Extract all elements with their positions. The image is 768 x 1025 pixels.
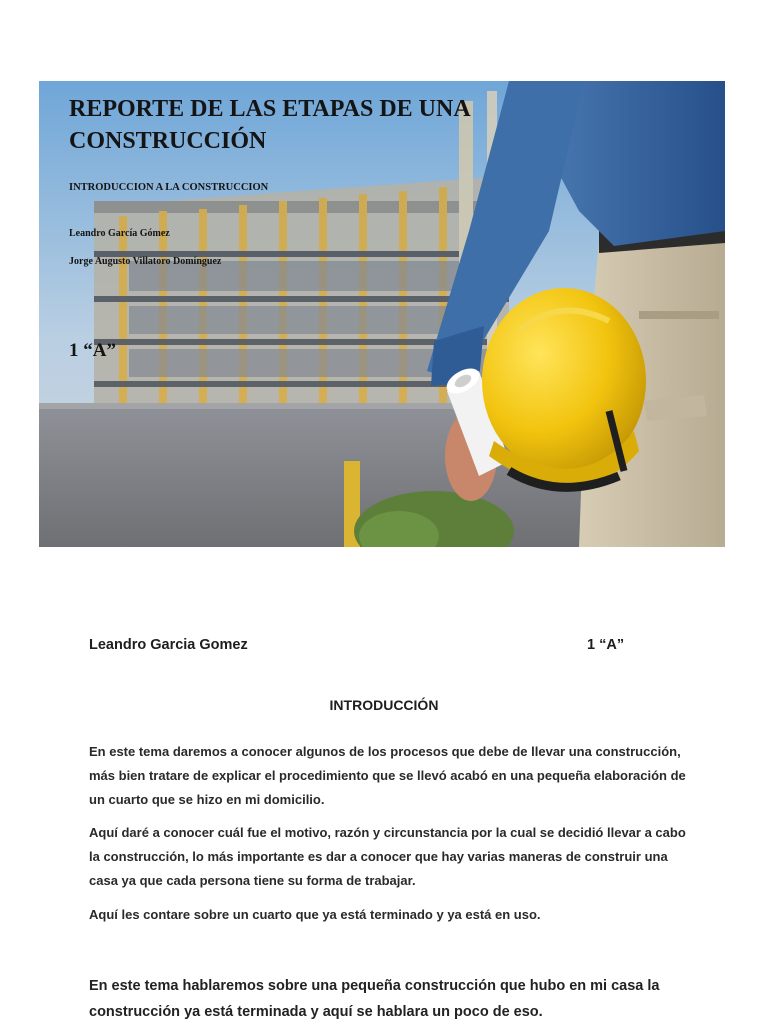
cover-author-1: Leandro García Gómez [69,228,170,239]
cover-subtitle: INTRODUCCION A LA CONSTRUCCION [69,182,269,193]
student-group: 1 “A” [587,637,625,653]
section-heading: INTRODUCCIÓN [329,697,439,713]
cover-author-2: Jorge Augusto Villatoro Domínguez [69,256,222,267]
paragraph-3: Aquí les contare sobre un cuarto que ya está terminado y ya está en uso. [89,907,541,922]
cover-page [39,81,725,547]
student-name: Leandro Garcia Gomez [89,637,248,653]
cover-group: 1 “A” [69,340,116,361]
paragraph-2: Aquí daré a conocer cuál fue el motivo, razón y circunstancia por la cual se decidió llevar a cabo la construcción, lo más importante es dar a conocer que hay varias maneras de construir una casa ya que cada persona tiene su forma de trabajar. [89,825,686,888]
paragraph-1: En este tema daremos a conocer algunos de los procesos que debe de llevar una construcción, más bien tratare de explicar el procedimiento que se llevó acabó en una pequeña elaboración de un cuarto que se hizo en mi domicilio. [89,744,686,807]
cover-title: REPORTE DE LAS ETAPAS DE UNA CONSTRUCCIÓN [69,96,470,154]
paragraph-4: En este tema hablaremos sobre una pequeña construcción que hubo en mi casa la construcción ya está terminada y aquí se hablara un poco de eso. [89,978,660,1020]
